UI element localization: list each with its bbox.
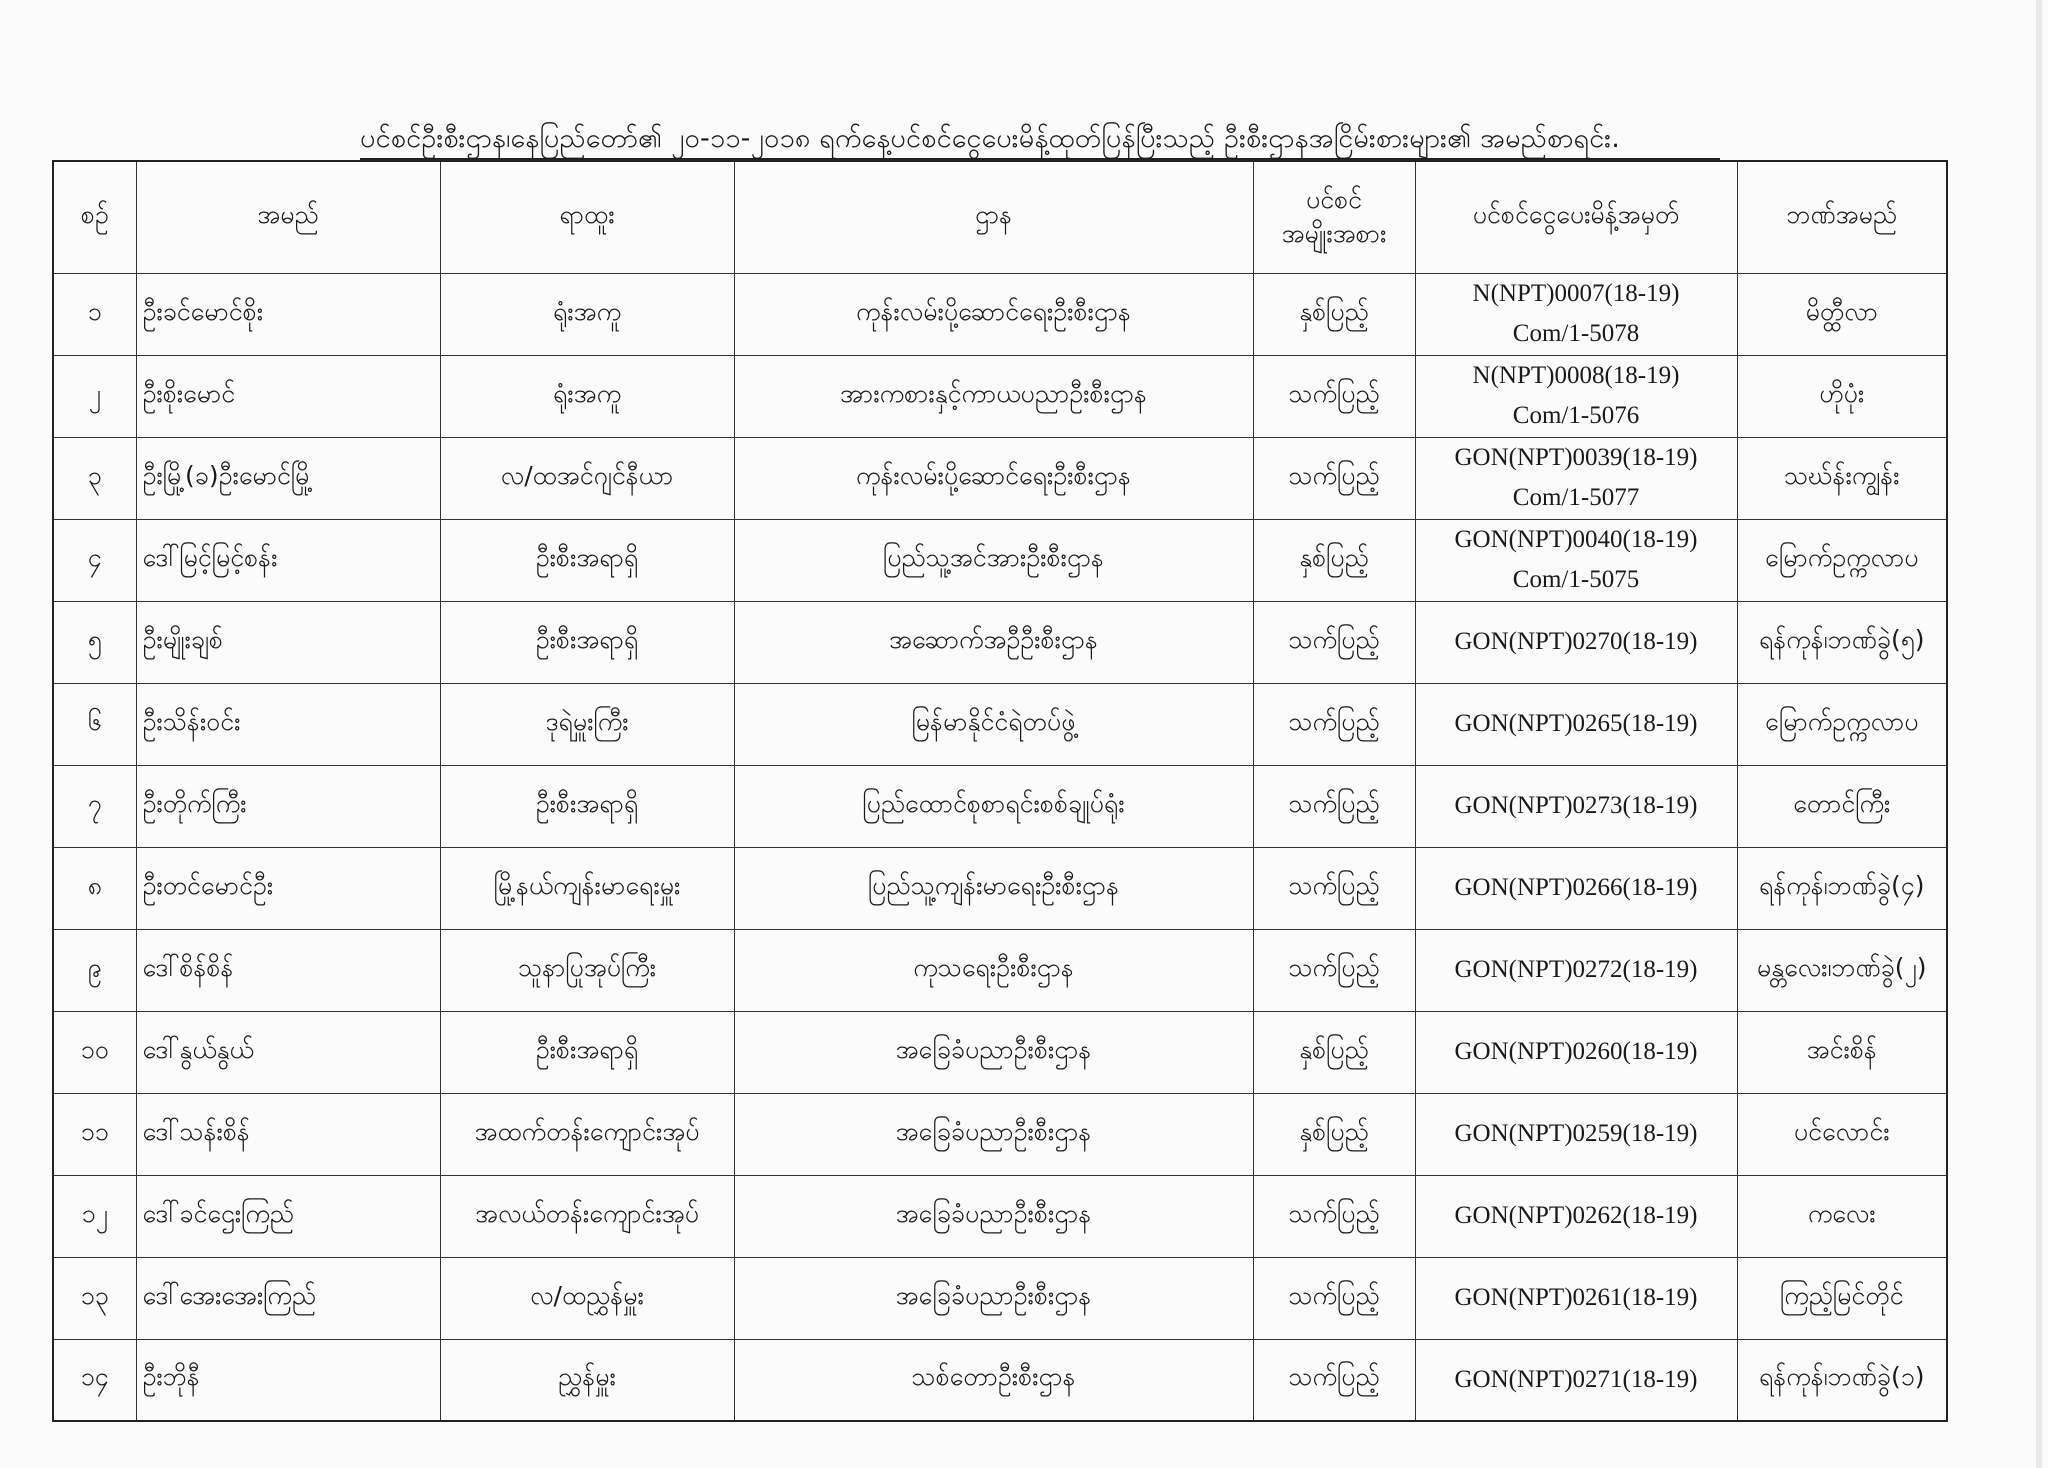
row-permit-number (1415, 847, 1737, 929)
row-permit-line1: GON(NPT)0271(18-19) (1454, 1365, 1698, 1393)
row-rank: အထက်တန်းကျောင်းအုပ် (440, 1093, 734, 1175)
row-rank: ဒုရဲမှူးကြီး (440, 683, 734, 765)
row-permit-number (1415, 273, 1737, 355)
header-pension-type-line2: အမျိုးအစား (1281, 219, 1387, 249)
row-department: ပြည်ထောင်စုစာရင်းစစ်ချုပ်ရုံး (734, 765, 1253, 847)
row-pension-type: သက်ပြည့် (1253, 1175, 1415, 1257)
row-pension-type: သက်ပြည့် (1253, 765, 1415, 847)
row-permit-number (1415, 1257, 1737, 1339)
row-number: ၈ (53, 847, 136, 929)
table-row (53, 519, 1947, 601)
row-treasury: အင်းစိန် (1737, 1011, 1947, 1093)
row-department: ကုန်းလမ်းပို့ဆောင်ရေးဦးစီးဌာန (734, 437, 1253, 519)
row-permit-number (1415, 1175, 1737, 1257)
row-number: ၉ (53, 929, 136, 1011)
scan-edge (2036, 0, 2042, 1468)
row-permit-line1: GON(NPT)0039(18-19) (1454, 444, 1698, 471)
header-no: စဉ် (53, 161, 136, 273)
header-pension-type (1253, 161, 1415, 273)
row-permit-number (1415, 929, 1737, 1011)
row-permit-line1: N(NPT)0008(18-19) (1472, 362, 1680, 389)
row-permit-line1: GON(NPT)0261(18-19) (1454, 1284, 1698, 1311)
header-permit-number: ပင်စင်ငွေပေးမိန့်အမှတ် (1415, 161, 1737, 273)
row-permit-line2: Com/1-5076 (1512, 402, 1640, 429)
table-row (53, 437, 1947, 519)
table-row (53, 765, 1947, 847)
row-rank: ဦးစီးအရာရှိ (440, 601, 734, 683)
header-pension-type-line1: ပင်စင် (1305, 185, 1363, 215)
row-number: ၁၀ (53, 1011, 136, 1093)
row-name: ဒေါ်နွယ်နွယ် (136, 1011, 440, 1093)
row-name: ဦးဘိုနီ (136, 1339, 440, 1421)
row-pension-type: သက်ပြည့် (1253, 1257, 1415, 1339)
row-permit-number (1415, 1339, 1737, 1421)
row-pension-type: သက်ပြည့် (1253, 929, 1415, 1011)
row-number: ၂ (53, 355, 136, 437)
table-header-row (53, 161, 1947, 273)
row-permit-number (1415, 355, 1737, 437)
row-treasury: တောင်ကြီး (1737, 765, 1947, 847)
row-permit-line1: GON(NPT)0260(18-19) (1454, 1038, 1698, 1065)
row-department: အခြေခံပညာဦးစီးဌာန (734, 1093, 1253, 1175)
row-permit-line1: GON(NPT)0266(18-19) (1454, 874, 1698, 901)
row-permit-number (1415, 1093, 1737, 1175)
header-name: အမည် (136, 161, 440, 273)
row-treasury: မန္တလေး၊ဘဏ်ခွဲ(၂) (1737, 929, 1947, 1011)
table-row (53, 355, 1947, 437)
row-treasury: ဟိုပုံး (1737, 355, 1947, 437)
row-treasury: ရန်ကုန်၊ဘဏ်ခွဲ(၄) (1737, 847, 1947, 929)
row-permit-number (1415, 437, 1737, 519)
row-pension-type: နှစ်ပြည့် (1253, 519, 1415, 601)
row-permit-number (1415, 683, 1737, 765)
row-name: ဒေါ်ခင်ဌေးကြည် (136, 1175, 440, 1257)
row-name: ဦးတိုက်ကြီး (136, 765, 440, 847)
row-rank: ရုံးအကူ (440, 355, 734, 437)
row-rank: ဦးစီးအရာရှိ (440, 519, 734, 601)
row-number: ၆ (53, 683, 136, 765)
row-number: ၄ (53, 519, 136, 601)
row-rank: ဦးစီးအရာရှိ (440, 1011, 734, 1093)
row-treasury: မြောက်ဥက္ကလာပ (1737, 683, 1947, 765)
row-treasury: ရန်ကုန်၊ဘဏ်ခွဲ(၁) (1737, 1339, 1947, 1421)
row-department: အားကစားနှင့်ကာယပညာဦးစီးဌာန (734, 355, 1253, 437)
row-treasury: မြောက်ဥက္ကလာပ (1737, 519, 1947, 601)
row-permit-line1: GON(NPT)0040(18-19) (1454, 526, 1698, 553)
row-department: ကုန်းလမ်းပို့ဆောင်ရေးဦးစီးဌာန (734, 273, 1253, 355)
row-rank: လ/ထအင်ဂျင်နီယာ (440, 437, 734, 519)
row-pension-type: နှစ်ပြည့် (1253, 1011, 1415, 1093)
row-number: ၁၁ (53, 1093, 136, 1175)
row-name: ဒေါ်သန်းစိန် (136, 1093, 440, 1175)
table-row (53, 847, 1947, 929)
row-rank: ဦးစီးအရာရှိ (440, 765, 734, 847)
row-number: ၁ (53, 273, 136, 355)
row-permit-line2: Com/1-5075 (1512, 566, 1640, 593)
row-permit-line2: Com/1-5078 (1512, 320, 1640, 347)
row-permit-number (1415, 765, 1737, 847)
row-department: အဆောက်အဦဦးစီးဌာန (734, 601, 1253, 683)
row-name: ဒေါ်မြင့်မြင့်စန်း (136, 519, 440, 601)
table-row (53, 683, 1947, 765)
header-rank: ရာထူး (440, 161, 734, 273)
table-row (53, 1011, 1947, 1093)
row-permit-line1: GON(NPT)0272(18-19) (1454, 956, 1698, 983)
row-name: ဦးသိန်းဝင်း (136, 683, 440, 765)
row-name: ဦးစိုးမောင် (136, 355, 440, 437)
row-name: ဦးမျိုးချစ် (136, 601, 440, 683)
row-pension-type: နှစ်ပြည့် (1253, 273, 1415, 355)
row-number: ၁၂ (53, 1175, 136, 1257)
row-department: သစ်တောဦးစီးဌာန (734, 1339, 1253, 1421)
table-row (53, 273, 1947, 355)
row-treasury: ကလေး (1737, 1175, 1947, 1257)
row-pension-type: သက်ပြည့် (1253, 355, 1415, 437)
table-row (53, 1093, 1947, 1175)
row-department: ကုသရေးဦးစီးဌာန (734, 929, 1253, 1011)
row-permit-line1: GON(NPT)0273(18-19) (1454, 792, 1698, 819)
row-treasury: ပင်လောင်း (1737, 1093, 1947, 1175)
row-permit-number (1415, 601, 1737, 683)
row-department: မြန်မာနိုင်ငံရဲတပ်ဖွဲ့ (734, 683, 1253, 765)
row-rank: ညွှန်မှူး (440, 1339, 734, 1421)
row-treasury: ရန်ကုန်၊ဘဏ်ခွဲ(၅) (1737, 601, 1947, 683)
row-permit-line1: GON(NPT)0262(18-19) (1454, 1202, 1698, 1229)
row-pension-type: နှစ်ပြည့် (1253, 1093, 1415, 1175)
row-department: ပြည်သူ့ကျန်းမာရေးဦးစီးဌာန (734, 847, 1253, 929)
header-treasury: ဘဏ်အမည် (1737, 161, 1947, 273)
row-pension-type: သက်ပြည့် (1253, 1339, 1415, 1421)
row-department: အခြေခံပညာဦးစီးဌာန (734, 1257, 1253, 1339)
row-rank: လ/ထညွှန်မှူး (440, 1257, 734, 1339)
row-pension-type: သက်ပြည့် (1253, 847, 1415, 929)
row-permit-number (1415, 519, 1737, 601)
table-row (53, 601, 1947, 683)
row-name: ဦးမြို့(ခ)ဦးမောင်မြို့ (136, 437, 440, 519)
row-rank: အလယ်တန်းကျောင်းအုပ် (440, 1175, 734, 1257)
row-name: ဦးခင်မောင်စိုး (136, 273, 440, 355)
row-permit-line1: N(NPT)0007(18-19) (1472, 280, 1680, 307)
row-department: ပြည်သူ့အင်အားဦးစီးဌာန (734, 519, 1253, 601)
row-rank: သူနာပြုအုပ်ကြီး (440, 929, 734, 1011)
row-number: ၅ (53, 601, 136, 683)
row-name: ဒေါ်စိန်စိန် (136, 929, 440, 1011)
table-row (53, 1175, 1947, 1257)
row-name: ဒေါ်အေးအေးကြည် (136, 1257, 440, 1339)
row-treasury: ကြည့်မြင်တိုင် (1737, 1257, 1947, 1339)
row-permit-line2: Com/1-5077 (1512, 484, 1640, 511)
row-pension-type: သက်ပြည့် (1253, 437, 1415, 519)
row-permit-number (1415, 1011, 1737, 1093)
table-row (53, 929, 1947, 1011)
row-number: ၁၃ (53, 1257, 136, 1339)
row-number: ၃ (53, 437, 136, 519)
row-permit-line1: GON(NPT)0265(18-19) (1454, 710, 1698, 737)
document-title: ပင်စင်ဦးစီးဌာန၊နေပြည်တော်၏ ၂၀-၁၁-၂၀၁၈ ရက်နေ့ပင်စင်ငွေပေးမိန့်ထုတ်ပြန်ပြီးသည့် ဦးစီးဌာနအငြိမ်းစားများ၏ အမည်စာရင်း. (360, 122, 1720, 160)
row-rank: မြို့နယ်ကျန်းမာရေးမှူး (440, 847, 734, 929)
header-department: ဌာန (734, 161, 1253, 273)
table-row (53, 1257, 1947, 1339)
row-pension-type: သက်ပြည့် (1253, 601, 1415, 683)
row-department: အခြေခံပညာဦးစီးဌာန (734, 1175, 1253, 1257)
row-number: ၇ (53, 765, 136, 847)
row-treasury: မိတ္ထီလာ (1737, 273, 1947, 355)
row-permit-line1: GON(NPT)0270(18-19) (1454, 628, 1698, 655)
retiree-table (52, 160, 1948, 1422)
row-pension-type: သက်ပြည့် (1253, 683, 1415, 765)
row-number: ၁၄ (53, 1339, 136, 1421)
row-treasury: သဃ်န်းကျွန်း (1737, 437, 1947, 519)
row-rank: ရုံးအကူ (440, 273, 734, 355)
row-department: အခြေခံပညာဦးစီးဌာန (734, 1011, 1253, 1093)
row-name: ဦးတင်မောင်ဦး (136, 847, 440, 929)
row-permit-line1: GON(NPT)0259(18-19) (1454, 1120, 1698, 1147)
table-row (53, 1339, 1947, 1421)
